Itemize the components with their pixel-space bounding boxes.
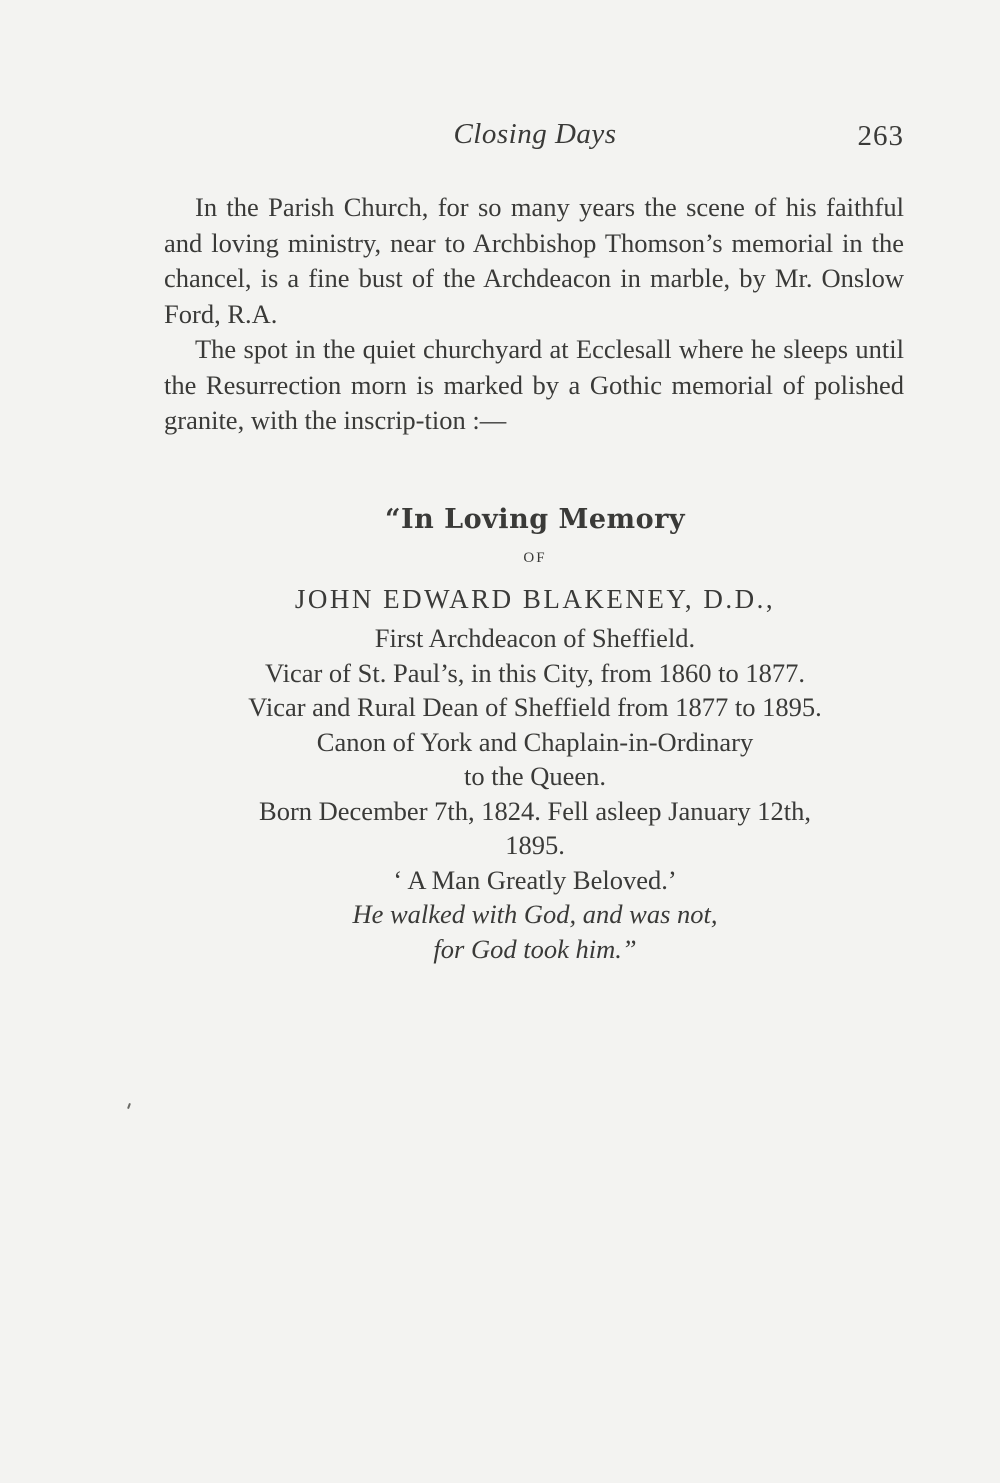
running-title: Closing Days [453,118,617,150]
inscription-name: JOHN EDWARD BLAKENEY, D.D., [294,584,776,614]
inscription-italic-line: for God took him.” [433,933,637,964]
inscription-heading: “In Loving Memory [384,504,686,535]
inscription-line: Born December 7th, 1824. Fell asleep January 12th, [259,795,811,826]
page-number: 263 [857,120,904,152]
memorial-inscription [100,500,970,966]
inscription-line: Vicar and Rural Dean of Sheffield from 1877 to 1895. [248,692,822,722]
paragraph: In the Parish Church, for so many years the scene of his faithful and loving ministry, near to Archbishop Thomson’s memorial in the chancel, is a fine bust of the Archdeacon in marble, by Mr. Onslow Ford, R.A. [164,192,904,329]
inscription-of: OF [523,550,547,566]
inscription-line: Vicar of St. Paul’s, in this City, from 1860 to 1877. [265,657,805,688]
inscription-line: 1895. [505,830,565,860]
paragraph: The spot in the quiet churchyard at Ecclesall where he sleeps until the Resurrection morn is marked by a Gothic memorial of polished granite, with the inscrip-tion :— [164,334,904,435]
body-text [164,190,904,439]
inscription-line: Canon of York and Chaplain-in-Ordinary [316,726,754,757]
inscription-line: First Archdeacon of Sheffield. [374,623,696,653]
paper-speck [127,1103,131,1109]
inscription-line: to the Queen. [463,761,607,791]
inscription-line: ‘ A Man Greatly Beloved.’ [393,864,677,895]
inscription-italic-line: He walked with God, and was not, [352,899,718,929]
